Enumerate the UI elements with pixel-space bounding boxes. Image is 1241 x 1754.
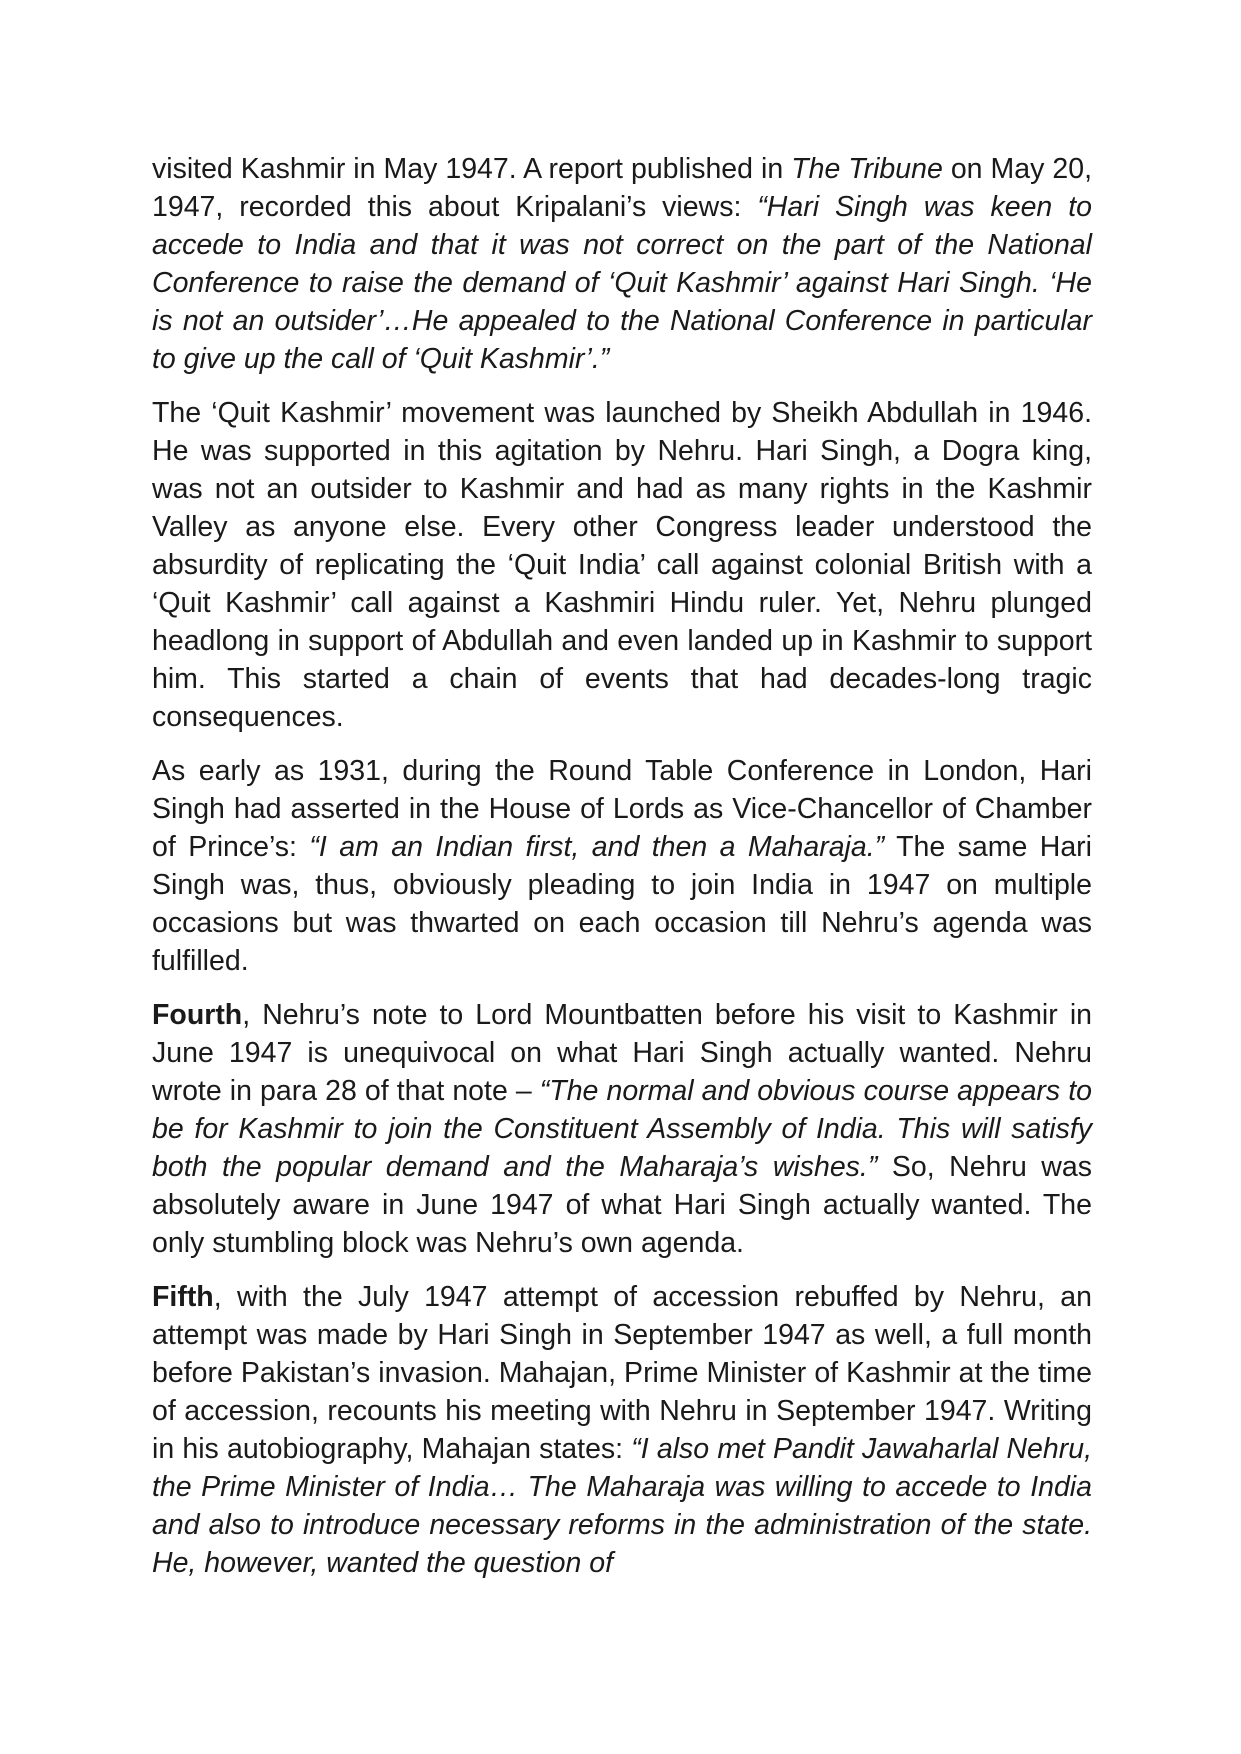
text-run: , with the July 1947 attempt of accession rebuffed by Nehru, an attempt was made by Hari Singh in September 1947 as well, a full month before Pakistan’s invasion. Mahajan, Prime Minister of Kashmir at the time of accession, recounts his meeting with Nehru in September 1947. Writing in his autobiography, Mahajan states: [152, 1281, 1092, 1465]
text-run: visited Kashmir in May 1947. A report published in [152, 153, 792, 185]
quotation: “I am an Indian first, and then a Maharaja.” [309, 831, 885, 863]
text-run: on May 20, 1947, recorded this about Kripalani’s views: [152, 153, 1092, 223]
quotation: “The normal and obvious course appears to be for Kashmir to join the Constituent Assembly of India. This will satisfy both the popular demand and the Maharaja’s wishes.” [152, 1075, 1093, 1183]
paragraph-quit-kashmir [152, 394, 1092, 736]
text-run: The same Hari Singh was, thus, obviously pleading to join India in 1947 on multiple occasions but was thwarted on each occasion till Nehru’s agenda was fulfilled. [152, 831, 1092, 977]
text-run: As early as 1931, during the Round Table Conference in London, Hari Singh had asserted in the House of Lords as Vice-Chancellor of Chamber of Prince’s: [152, 755, 1092, 863]
paragraph-round-table [152, 752, 1092, 980]
text-run: , Nehru’s note to Lord Mountbatten before his visit to Kashmir in June 1947 is unequivocal on what Hari Singh actually wanted. Nehru wrote in para 28 of that note – [152, 999, 1092, 1107]
text-run: So, Nehru was absolutely aware in June 1947 of what Hari Singh actually wanted. The only stumbling block was Nehru’s own agenda. [152, 1151, 1092, 1259]
paragraph-fourth [152, 996, 1092, 1262]
paragraph-tribune-report [152, 150, 1092, 378]
paragraph-fifth [152, 1278, 1092, 1582]
newspaper-title: The Tribune [791, 153, 943, 185]
quotation: “I also met Pandit Jawaharlal Nehru, the Prime Minister of India… The Maharaja was willing to accede to India and also to introduce necessary reforms in the administration of the state. He, however, wanted the question of [152, 1433, 1092, 1579]
point-heading: Fifth [152, 1281, 214, 1313]
text-run: The ‘Quit Kashmir’ movement was launched by Sheikh Abdullah in 1946. He was supported in this agitation by Nehru. Hari Singh, a Dogra king, was not an outsider to Kashmir and had as many rights in the Kashmir Valley as anyone else. Every other Congress leader understood the absurdity of replicating the ‘Quit India’ call against colonial British with a ‘Quit Kashmir’ call against a Kashmiri Hindu ruler. Yet, Nehru plunged headlong in support of Abdullah and even landed up in Kashmir to support him. This started a chain of events that had decades-long tragic consequences. [152, 397, 1092, 733]
quotation: “Hari Singh was keen to accede to India and that it was not correct on the part of the National Conference to raise the demand of ‘Quit Kashmir’ against Hari Singh. ‘He is not an outsider’…He appealed to the National Conference in particular to give up the call of ‘Quit Kashmir’.” [152, 191, 1092, 375]
point-heading: Fourth [152, 999, 243, 1031]
document-page [152, 150, 1092, 1598]
